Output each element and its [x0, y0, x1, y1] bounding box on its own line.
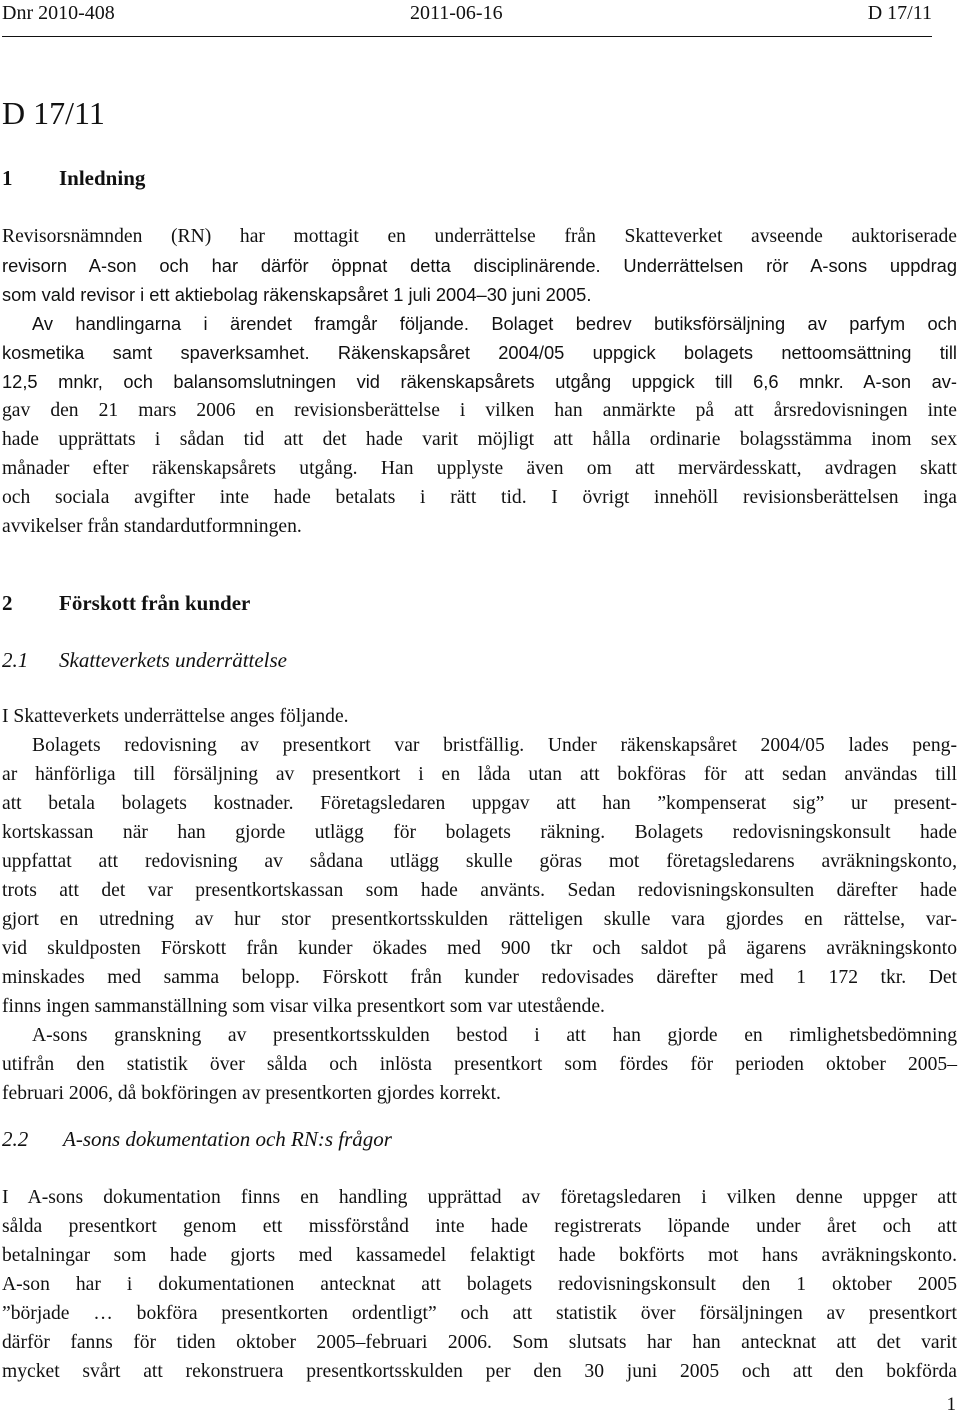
- page-header: [2, 0, 932, 30]
- text-line: kortskassan när han gjorde utlägg för bolagets räkning. Bolagets redovisningskonsult hade: [2, 822, 957, 843]
- text-line: I Skatteverkets underrättelse anges följande.: [2, 706, 349, 727]
- subsection-heading-2-1: [2, 646, 287, 674]
- text-line: gav den 21 mars 2006 en revisionsberättelse i vilken han anmärkte på att årsredovisningen inte: [2, 400, 957, 421]
- text-line: minskades med samma belopp. Förskott från kunder redovisades därefter med 1 172 tkr. Det: [2, 967, 957, 988]
- section-heading-1: [2, 164, 145, 192]
- subsection-title: A-sons dokumentation och RN:s frågor: [63, 1127, 392, 1151]
- text-line: gjort en utredning av hur stor presentkortsskulden rätteligen skulle vara gjordes en rättelse, var-: [2, 909, 957, 930]
- text-line: mycket svårt att rekonstruera presentkortsskulden per den 30 juni 2005 och att den bokförda: [2, 1361, 957, 1382]
- text-line: trots att det var presentkortskassan som hade använts. Sedan redovisningskonsulten därefter hade: [2, 880, 957, 901]
- header-reference: D 17/11: [867, 2, 932, 24]
- text-line: ar hänförliga till försäljning av presentkort i en låda utan att bokföras för att sedan användas till: [2, 764, 957, 785]
- section-1-body: [2, 222, 957, 541]
- text-line: att betala bolagets kostnader. Företagsledaren uppgav att han ”kompenserat sig” ur present-: [2, 793, 957, 814]
- text-line: ”började … bokföra presentkorten ordentligt” och att statistik över försäljningen av presentkort: [2, 1303, 957, 1324]
- text-line: A-son har i dokumentationen antecknat att bolagets redovisningskonsult den 1 oktober 2005: [2, 1274, 957, 1295]
- text-line: 12,5 mnkr, och balansomslutningen vid räkenskapsårets utgång uppgick till 6,6 mnkr. A-son av-: [2, 371, 957, 392]
- section-heading-2: [2, 589, 250, 617]
- text-line: månader efter räkenskapsårets utgång. Han upplyste även om att mervärdesskatt, avdragen skatt: [2, 458, 957, 479]
- header-date: 2011-06-16: [410, 2, 503, 24]
- subsection-number: 2.2: [2, 1127, 29, 1151]
- text-line: I A-sons dokumentation finns en handling upprättad av företagsledaren i vilken denne uppger att: [2, 1187, 957, 1208]
- text-line: utifrån den statistik över sålda och inlösta presentkort som fördes för perioden oktober 2005–: [2, 1054, 957, 1075]
- section-number: 2: [2, 591, 13, 615]
- subsection-title: Skatteverkets underrättelse: [59, 648, 288, 672]
- text-line: vid skuldposten Förskott från kunder ökades med 900 tkr och saldot på ägarens avräkningskonto: [2, 938, 957, 959]
- text-line: sålda presentkort genom ett missförstånd inte hade registrerats löpande under året och att: [2, 1216, 957, 1237]
- document-title: D 17/11: [2, 95, 105, 131]
- section-2-2-body: [2, 1183, 957, 1386]
- text-line: avvikelser från standardutformningen.: [2, 516, 302, 537]
- text-line: Bolagets redovisning av presentkort var bristfällig. Under räkenskapsåret 2004/05 lades peng-: [32, 735, 957, 756]
- section-2-1-body: [2, 702, 957, 1108]
- text-line: A-sons granskning av presentkortsskulden bestod i att han gjorde en rimlighetsbedömning: [32, 1025, 957, 1046]
- text-line: Revisorsnämnden (RN) har mottagit en underrättelse från Skatteverket avseende auktoriserade: [2, 226, 957, 247]
- text-line: kosmetika samt spaverksamhet. Räkenskapsåret 2004/05 uppgick bolagets nettoomsättning till: [2, 342, 957, 363]
- text-line: hade upprättats i sådan tid att det hade varit möjligt att hålla ordinarie bolagsstämma inom sex: [2, 429, 957, 450]
- text-line: Av handlingarna i ärendet framgår följande. Bolaget bedrev butiksförsäljning av parfym och: [32, 313, 957, 334]
- subsection-number: 2.1: [2, 648, 29, 672]
- text-line: februari 2006, då bokföringen av presentkorten gjordes korrekt.: [2, 1083, 501, 1104]
- text-line: och sociala avgifter inte hade betalats i rätt tid. I övrigt innehöll revisionsberättelsen inga: [2, 487, 957, 508]
- subsection-heading-2-2: [2, 1125, 392, 1153]
- page-number: 1: [946, 1394, 956, 1415]
- header-dnr: Dnr 2010-408: [2, 2, 115, 24]
- header-divider: [2, 36, 932, 37]
- text-line: som vald revisor i ett aktiebolag räkenskapsåret 1 juli 2004–30 juni 2005.: [2, 284, 592, 305]
- section-number: 1: [2, 166, 13, 190]
- text-line: finns ingen sammanställning som visar vilka presentkort som var utestående.: [2, 996, 605, 1017]
- text-line: därför fanns för tiden oktober 2005–februari 2006. Som slutsats har han antecknat att det varit: [2, 1332, 957, 1353]
- text-line: revisorn A-son och har därför öppnat detta disciplinärende. Underrättelsen rör A-sons uppdrag: [2, 255, 957, 276]
- text-line: uppfattat att redovisning av sådana utlägg skulle göras mot företagsledarens avräkningskonto,: [2, 851, 957, 872]
- section-title: Förskott från kunder: [59, 591, 251, 615]
- text-line: betalningar som hade gjorts med kassamedel felaktigt hade bokförts mot hans avräkningskonto.: [2, 1245, 957, 1266]
- section-title: Inledning: [59, 166, 146, 190]
